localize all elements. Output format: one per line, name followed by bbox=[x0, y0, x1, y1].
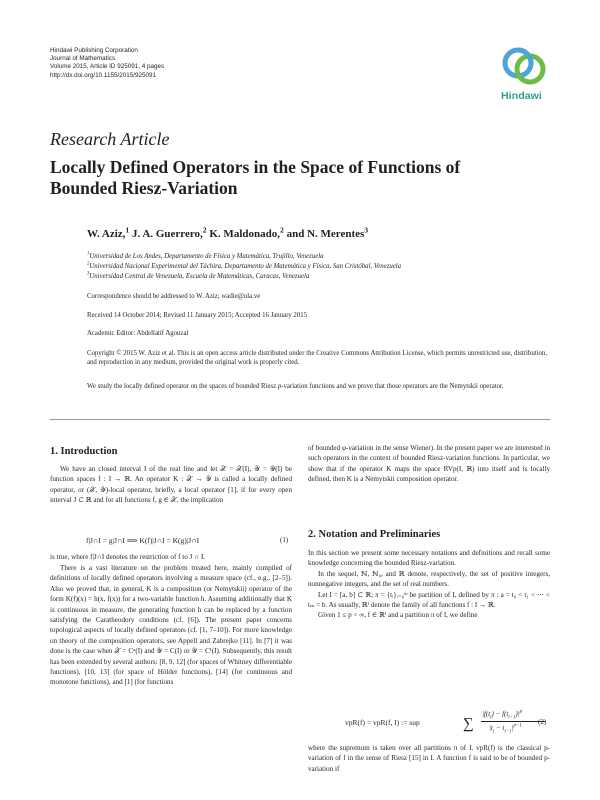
copyright-notice: Copyright © 2015 W. Aziz et al. This is an open access article distributed under the Creative Commons Attribution License, which permits unrestricted use, distribution, and reproduction in any medium, provided the original work is properly cited. bbox=[87, 350, 547, 367]
intro-continuation: of bounded φ-variation in the sense Wiener). In the present paper we are interested in such operators in the context of bounded Riesz-variation functions. In particular, we show that if the operator K maps the space RVp(I, ℝ) into itself and is locally defined, then K is a Nemytskii composition operator. bbox=[308, 444, 550, 484]
intro-paragraph-2: There is a vast literature on the problem treated here, mainly compiled of definitions of locally defined operators involving a measure space (cf., e.g., [2–5]). Also we proved that, in general, K is a composition (or Nemytskii) operator of the form K(f)(x) = h(x, f(x)) for a two-variable function h. Assuming additionally that K is continuous in measure, the generating function h can be replaced by a function satisfying the Caratheodory conditions (cf. [6]). The present paper concerns topological aspects of locally defined operators (cf. [1, 7–10]). For more knowledge on theory of the composition operators, see Appell and Zabrejko [11]. In [7] it was done is the case when 𝒳 = Cⁿ(I) and 𝒴 = C(I) or 𝒴 = C¹(I). Subsequently, this result has been extended by several authors: [8, 9, 12] (for spaces of Whitney differentiable functions), [10, 13] (for space of Hölder functions), [14] (for continuous and monotone functions), and [1] (for functions bbox=[50, 564, 292, 687]
section2-paragraph-5: where the supremum is taken over all partitions π of I. vpR(f) is the classical p-variation of f in the sense of Riesz [15] in I. A function f is said to be of bounded p-variation if bbox=[308, 744, 550, 773]
volume-info: Volume 2015, Article ID 925091, 4 pages bbox=[50, 63, 165, 71]
logo-text: Hindawi bbox=[501, 90, 542, 102]
paper-title: Locally Defined Operators in the Space of Functions of Bounded Riesz-Variation bbox=[50, 157, 461, 198]
equation-2-numerator: $|f(t_i) - f(t_{i-1})|^p$ bbox=[482, 709, 523, 721]
journal-name: Journal of Mathematics bbox=[50, 55, 116, 63]
equation-number: (2) bbox=[538, 718, 547, 726]
author: W. Aziz, bbox=[87, 228, 126, 240]
section-heading-introduction: 1. Introduction bbox=[50, 446, 118, 457]
publication-info bbox=[50, 47, 164, 80]
affiliation: $^1$Universidad de Los Andes, Departamento de Física y Matemática, Trujillo, Venezuela bbox=[87, 251, 324, 260]
abstract: We study the locally defined operator on the spaces of bounded Riesz p-variation functions and we prove that those operators are the Nemytskii operator. bbox=[87, 383, 504, 390]
academic-editor: Academic Editor: Abdellatif Agouzal bbox=[87, 330, 189, 337]
affiliation: $^3$Universidad Central de Venezuela, Escuela de Matemáticas, Caracas, Venezuela bbox=[87, 271, 310, 280]
author: K. Maldonado, bbox=[209, 228, 280, 240]
affiliations bbox=[87, 252, 401, 282]
doi-link[interactable]: http://dx.doi.org/10.1155/2015/925091 bbox=[50, 71, 156, 79]
intro-paragraph-1: We have an closed interval I of the real line and let 𝒳 = 𝒳(I), 𝒴 = 𝒴(I) be function spaces f : I → ℝ. An operator K : 𝒳 → 𝒴 is called a locally defined operator, or (𝒳, 𝒴)-local operator, briefly, a local operator [1], if for every open interval J ⊂ ℝ and for all functions f, g ∈ 𝒳, the implication bbox=[50, 465, 292, 505]
hindawi-rings-icon bbox=[493, 44, 555, 90]
article-type: Research Article bbox=[50, 129, 170, 149]
author: J. A. Guerrero, bbox=[132, 228, 203, 240]
section-heading-notation: 2. Notation and Preliminaries bbox=[308, 529, 441, 540]
equation-number: (1) bbox=[280, 536, 289, 544]
equation-2-lhs: vpR(f) = vpR(f, I) := sup bbox=[345, 718, 420, 727]
hindawi-logo bbox=[493, 44, 555, 106]
author-list: W. Aziz,$^1$ J. A. Guerrero,$^2$ K. Maldonado,$^2$ and N. Merentes$^3$ bbox=[87, 225, 369, 240]
correspondence: Correspondence should be addressed to W. Aziz; wadie@ula.ve bbox=[87, 293, 261, 300]
equation-1: f|J∩I = g|J∩I ⟹ K(f)|J∩I = K(g)|J∩I bbox=[86, 536, 200, 545]
section-divider bbox=[50, 419, 550, 420]
equation-2-sum-sign: ∑ bbox=[463, 716, 474, 732]
equation-2-denominator: $|t_i - t_{i-1}|^{p-1}$ bbox=[489, 723, 522, 735]
section2-paragraphs: In this section we present some necessary notations and definitions and recall some knowledge concerning the bounded Riesz-variation. In the sequel, ℕ, ℕ₀, and ℝ denote, respectively, the set of positive integers, nonnegative integers, and the set of real numbers. Let I = [a, b] ⊂ ℝ; π = {tᵢ}ᵢ₌₀ᵐ be partition of I, defined by π : a = t₀ < t₁ < ⋯ < tₘ = b. As usually, ℝᴵ denote the family of all functions f : I → ℝ. Given 1 ≤ p < ∞, f ∈ ℝᴵ and a partition π of I, we define bbox=[308, 549, 550, 620]
equation-2-fraction-bar bbox=[481, 721, 545, 722]
intro-paragraph-1-tail: is true, where f|J∩I denotes the restriction of f to J ∩ I. bbox=[50, 553, 206, 561]
author: and N. Merentes bbox=[286, 228, 365, 240]
affiliation: $^2$Universidad Nacional Experimental del Táchira, Departamento de Matemática y Física, San Cristóbal, Venezuela bbox=[87, 261, 402, 270]
dates: Received 14 October 2014; Revised 11 January 2015; Accepted 16 January 2015 bbox=[87, 312, 308, 319]
publisher-name: Hindawi Publishing Corporation bbox=[50, 47, 138, 54]
